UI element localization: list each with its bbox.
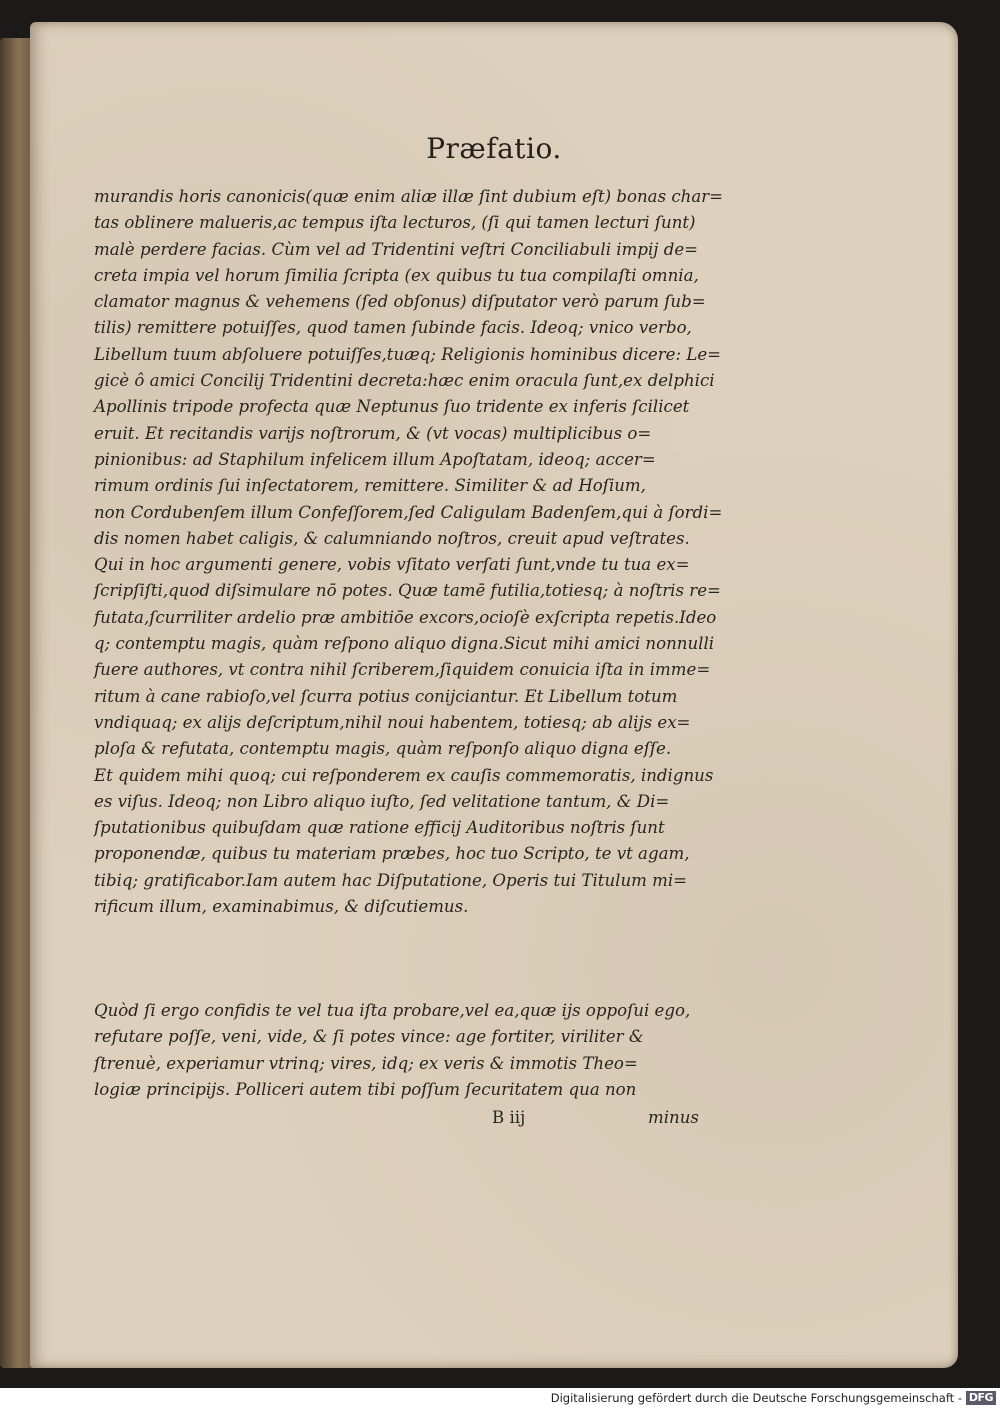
text-line: futata,ſcurriliter ardelio præ ambitiōe excors,ocioſè exſcripta repetis.Ideo <box>94 607 717 627</box>
book-page <box>30 22 958 1368</box>
text-line: rimum ordinis ſui inſectatorem, remittere. Similiter & ad Hoſium, <box>94 476 646 496</box>
funding-credit: Digitalisierung gefördert durch die Deutsche Forschungsgemeinschaft - <box>550 1391 962 1405</box>
text-line: rificum illum, examinabimus, & diſcutiemus. <box>94 897 469 917</box>
text-line: dis nomen habet caligis, & calumniando noſtros, creuit apud veſtrates. <box>94 528 690 548</box>
running-head: Præfatio. <box>426 132 562 165</box>
text-line: ploſa & refutata, contemptu magis, quàm reſponſo aliquo digna eſſe. <box>94 739 672 759</box>
text-line: clamator magnus & vehemens (ſed obſonus) diſputator verò parum ſub= <box>94 292 706 312</box>
text-line: vndiquaq; ex alijs deſcriptum,nihil noui habentem, totiesq; ab alijs ex= <box>94 712 691 732</box>
text-line: creta impia vel horum ſimilia ſcripta (ex quibus tu tua compilaſti omnia, <box>94 265 699 285</box>
text-line: proponendæ, quibus tu materiam præbes, hoc tuo Scripto, te vt agam, <box>94 844 690 864</box>
signature-mark: B iij <box>492 1108 526 1127</box>
text-line: Quòd ſi ergo confidis te vel tua iſta probare,vel ea,quæ ijs oppoſui ego, <box>94 1001 691 1020</box>
text-line: ſcripſiſti,quod diſsimulare nō potes. Quæ tamē futilia,totiesq; à noſtris re= <box>94 581 721 601</box>
footer-bar <box>0 1388 1000 1409</box>
text-line: eruit. Et recitandis varijs noſtrorum, & (vt vocas) multiplicibus o= <box>94 423 652 443</box>
text-line: gicè ô amici Concilij Tridentini decreta:hæc enim oracula ſunt,ex delphici <box>94 371 715 391</box>
dfg-logo: DFG <box>966 1391 996 1405</box>
text-line: tibiq; gratificabor.Iam autem hac Diſputatione, Operis tui Titulum mi= <box>94 870 688 890</box>
text-line: es viſus. Ideoq; non Libro aliquo iuſto, ſed velitatione tantum, & Di= <box>94 791 670 811</box>
text-line: non Cordubenſem illum Confeſſorem,ſed Caligulam Badenſem,qui à ſordi= <box>94 502 723 522</box>
catchword: minus <box>648 1108 699 1127</box>
text-line: malè perdere facias. Cùm vel ad Tridentini veſtri Conciliabuli impij de= <box>94 239 699 259</box>
text-line: tas oblinere malueris,ac tempus iſta lecturos, (ſi qui tamen lecturi ſunt) <box>94 213 696 233</box>
book-spine-edge <box>0 38 34 1368</box>
text-line: fuere authores, vt contra nihil ſcriberem,ſiquidem conuicia iſta in imme= <box>94 660 711 680</box>
text-line: tilis) remittere potuiſſes, quod tamen ſubinde facis. Ideoq; vnico verbo, <box>94 318 692 338</box>
text-line: pinionibus: ad Staphilum infelicem illum Apoſtatam, ideoq; accer= <box>94 449 656 469</box>
text-line: ritum à cane rabioſo,vel ſcurra potius conijciantur. Et Libellum totum <box>94 686 678 706</box>
text-line: refutare poſſe, veni, vide, & ſi potes vince: age fortiter, viriliter & <box>94 1027 644 1047</box>
paragraph-1 <box>94 184 724 920</box>
text-line: Et quidem mihi quoq; cui reſponderem ex cauſis commemoratis, indignus <box>94 765 714 785</box>
text-line: Libellum tuum abſoluere potuiſſes,tuæq; Religionis hominibus dicere: Le= <box>94 344 722 364</box>
paragraph-2 <box>94 998 724 1103</box>
text-line: Apollinis tripode profecta quæ Neptunus ſuo tridente ex inferis ſcilicet <box>94 397 690 417</box>
text-line: logiæ principijs. Polliceri autem tibi poſſum ſecuritatem qua non <box>94 1079 637 1099</box>
text-line: q; contemptu magis, quàm reſpono aliquo digna.Sicut mihi amici nonnulli <box>94 634 715 654</box>
text-line: murandis horis canonicis(quæ enim aliæ illæ ſint dubium eſt) bonas char= <box>94 187 724 206</box>
text-line: Qui in hoc argumenti genere, vobis vſitato verſati ſunt,vnde tu tua ex= <box>94 555 690 575</box>
text-line: ſputationibus quibuſdam quæ ratione efficij Auditoribus noſtris ſunt <box>94 818 665 838</box>
text-line: ſtrenuè, experiamur vtrinq; vires, idq; ex veris & immotis Theo= <box>94 1053 638 1073</box>
